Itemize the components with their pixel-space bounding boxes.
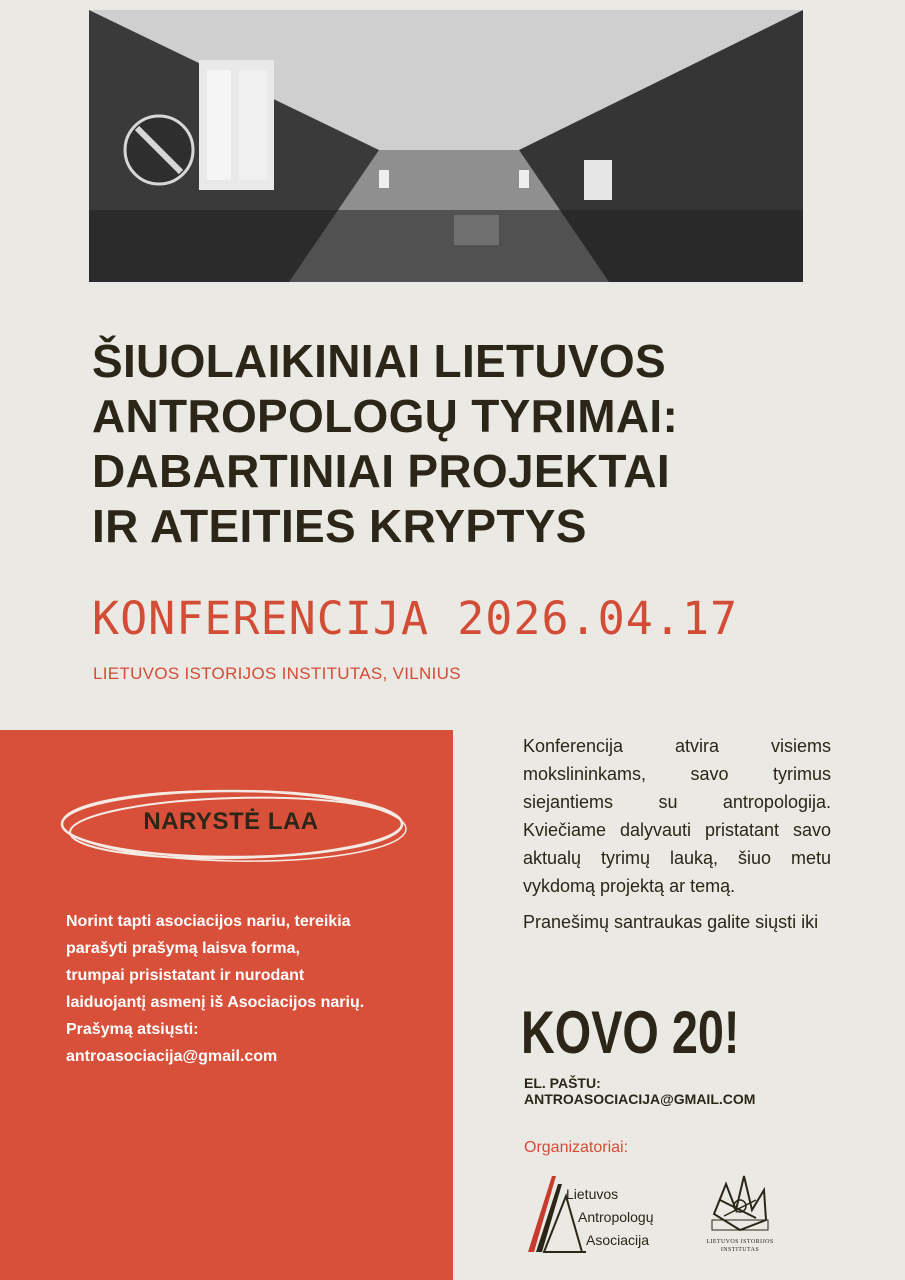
header-photo — [89, 10, 803, 282]
organizers-label: Organizatoriai: — [524, 1139, 629, 1156]
membership-text — [66, 908, 406, 1070]
conference-venue: LIETUVOS ISTORIJOS INSTITUTAS, VILNIUS — [93, 664, 461, 683]
laa-line: Asociacija — [586, 1232, 650, 1248]
email-label: EL. PAŠTU: — [524, 1075, 601, 1091]
email-address[interactable]: ANTROASOCIACIJA@GMAIL.COM — [524, 1091, 756, 1107]
membership-line: Norint tapti asociacijos nariu, tereikia — [66, 913, 351, 930]
membership-line: laiduojantį asmenį iš Asociacijos narių. — [66, 994, 365, 1011]
laa-line: Antropologų — [578, 1209, 654, 1225]
laa-logo — [526, 1172, 666, 1256]
membership-badge-label: NARYSTĖ LAA — [143, 808, 319, 835]
membership-email[interactable]: antroasociacija@gmail.com — [66, 1048, 278, 1065]
title-line: IR ATEITIES KRYPTYS — [92, 500, 587, 552]
lii-logo — [692, 1170, 788, 1260]
lii-line: INSTITUTAS — [720, 1247, 760, 1253]
event-title — [92, 334, 852, 554]
membership-line: trumpai prisistatant ir nurodant — [66, 967, 305, 984]
conference-description: Konferencija atvira visiems mokslininkams, savo tyrimus siejantiems su antropologija. Kviečiame dalyvauti pristatant savo aktualų tyrimų lauką, šiuo metu vykdomą projektą ar temą. — [523, 736, 831, 896]
laa-line: Lietuvos — [566, 1186, 619, 1202]
lii-caption — [692, 1238, 788, 1254]
title-line: DABARTINIAI PROJEKTAI — [92, 445, 670, 497]
abstracts-text: Pranešimų santraukas galite siųsti iki — [523, 912, 819, 932]
deadline: KOVO 20! — [521, 999, 740, 1066]
membership-line: parašyti prašymą laisva forma, — [66, 940, 300, 957]
membership-line: Prašymą atsiųsti: — [66, 1021, 199, 1038]
title-line: ŠIUOLAIKINIAI LIETUVOS — [92, 335, 666, 387]
title-line: ANTROPOLOGŲ TYRIMAI: — [92, 390, 679, 442]
conference-date: KONFERENCIJA 2026.04.17 — [92, 592, 739, 645]
lii-emblem-icon — [706, 1170, 774, 1236]
lii-line: LIETUVOS ISTORIJOS — [706, 1239, 774, 1245]
membership-badge — [58, 786, 414, 866]
